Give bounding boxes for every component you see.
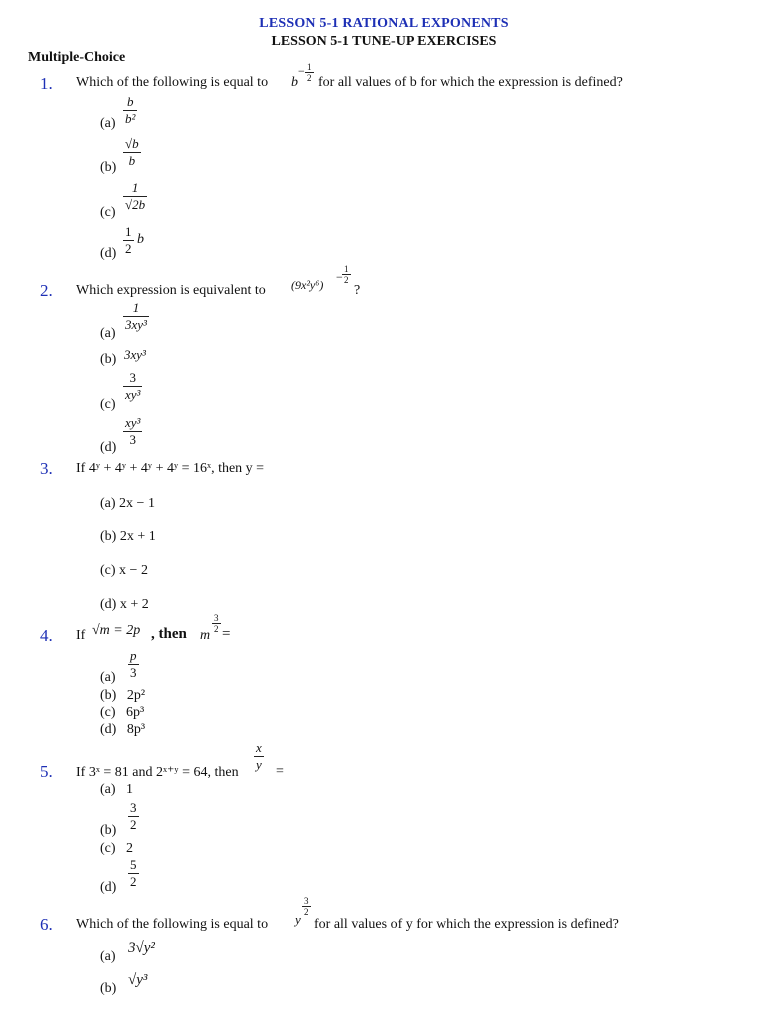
- question-text-after: =: [276, 764, 284, 779]
- question-text-after: ?: [354, 283, 361, 298]
- option-label: (b): [100, 160, 117, 175]
- option-4d: (d) 8p³: [100, 722, 146, 737]
- question-number: 3.: [40, 459, 53, 478]
- question-number: 2.: [40, 281, 53, 300]
- question-text-after: =: [222, 626, 231, 642]
- question-text: Which of the following is equal to: [76, 917, 269, 932]
- option-fraction: 1 √2b: [125, 180, 146, 212]
- option-label: (a): [100, 949, 116, 964]
- question-text: Which expression is equivalent to: [76, 283, 266, 298]
- option-label: (a): [100, 326, 116, 341]
- exponent-fraction: 3 2: [214, 613, 219, 634]
- option-3b: (b) 2x + 1: [100, 529, 156, 544]
- exponent-fraction: 1 2: [307, 62, 312, 83]
- option-4c: (c) 6p³: [100, 705, 145, 720]
- math-expression-2: m: [200, 628, 211, 643]
- option-3a: (a) 2x − 1: [100, 496, 155, 511]
- question-text: Which of the following is equal to: [76, 75, 269, 90]
- question-number: 6.: [40, 915, 53, 934]
- option-fraction: 1 3xy³: [125, 300, 147, 332]
- option-label: (c): [100, 205, 116, 220]
- option-label: (b): [100, 981, 117, 996]
- option-value: 3xy³: [124, 347, 146, 362]
- option-5a: (a) 1: [100, 782, 134, 797]
- option-label: (b): [100, 352, 117, 367]
- option-fraction: √b b: [125, 136, 139, 168]
- question-fraction: x y: [256, 740, 262, 772]
- exponent-fraction: 1 2: [344, 264, 349, 285]
- question-number: 1.: [40, 74, 53, 93]
- page-title: LESSON 5-1 RATIONAL EXPONENTS: [259, 16, 509, 31]
- option-fraction: p 3: [130, 648, 137, 680]
- option-fraction: 3 xy³: [125, 370, 141, 402]
- option-fraction: b b²: [125, 94, 136, 126]
- question-text: If: [76, 628, 86, 643]
- option-suffix: b: [137, 232, 144, 247]
- exponent-minus: −: [336, 270, 343, 284]
- option-label: (b): [100, 823, 117, 838]
- option-label: (d): [100, 880, 117, 895]
- option-4b: (b) 2p²: [100, 688, 146, 703]
- option-label: (a): [100, 670, 116, 685]
- math-expression: b: [291, 75, 298, 90]
- option-label: (c): [100, 397, 116, 412]
- question-text: If 3ˣ = 81 and 2ˣ⁺ʸ = 64, then: [76, 765, 239, 780]
- option-label: (d): [100, 440, 117, 455]
- option-3d: (d) x + 2: [100, 597, 149, 612]
- question-text-mid: , then: [151, 626, 187, 642]
- option-value: 3√y²: [128, 940, 155, 956]
- option-label: (d): [100, 246, 117, 261]
- option-fraction: 3 2: [130, 800, 137, 832]
- option-fraction: 1 2: [125, 224, 132, 256]
- option-3c: (c) x − 2: [100, 563, 148, 578]
- option-fraction: 5 2: [130, 857, 137, 889]
- option-fraction: xy³ 3: [125, 415, 141, 447]
- math-expression: √m = 2p: [92, 623, 141, 638]
- section-heading: Multiple-Choice: [28, 50, 126, 65]
- question-text-after: for all values of b for which the expression is defined?: [318, 75, 623, 90]
- question-number: 5.: [40, 762, 53, 781]
- option-value: √y³: [128, 972, 148, 988]
- question-text-after: for all values of y for which the expression is defined?: [314, 917, 619, 932]
- page-subtitle: LESSON 5-1 TUNE-UP EXERCISES: [271, 34, 497, 49]
- exponent-fraction: 3 2: [304, 896, 309, 917]
- exponent-minus: −: [298, 64, 305, 78]
- option-5c: (c) 2: [100, 841, 134, 856]
- question-text: If 4ʸ + 4ʸ + 4ʸ + 4ʸ = 16ˣ, then y =: [76, 461, 265, 476]
- math-expression: (9x²y⁶): [291, 278, 324, 292]
- math-expression: y: [295, 912, 301, 927]
- question-number: 4.: [40, 626, 53, 645]
- option-label: (a): [100, 116, 116, 131]
